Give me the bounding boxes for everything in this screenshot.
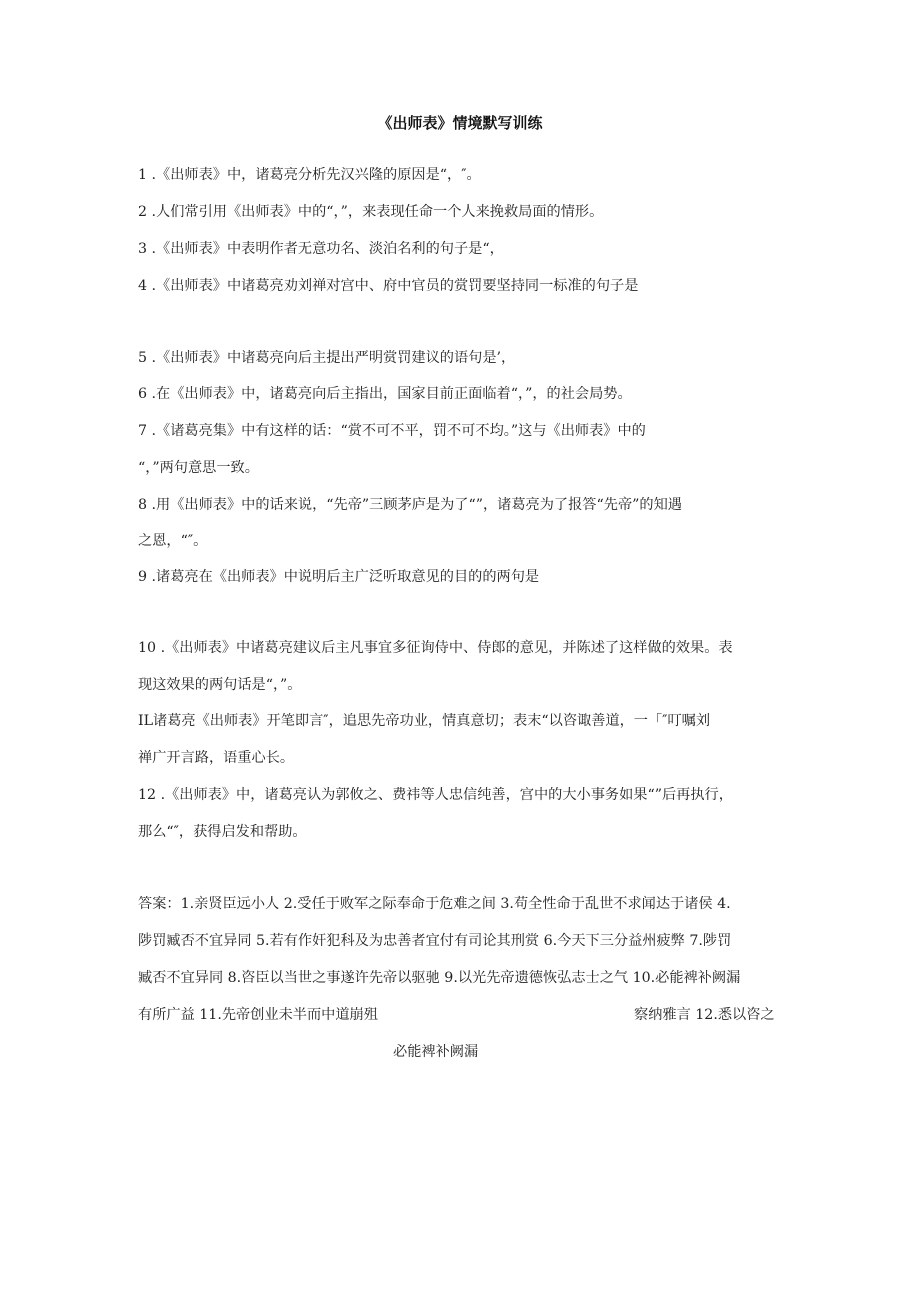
question-10-line-1: 10 .《出师表》中诸葛亮建议后主凡事宜多征询侍中、侍郎的意见，并陈述了这样做的效果。表 — [138, 640, 733, 656]
question-12-line-2: 那么“″，获得启发和帮助。 — [138, 824, 307, 840]
question-6: 6 .在《出师表》中，诸葛亮向后主指出，国家目前正面临着“，”，的社会局势。 — [138, 386, 632, 402]
question-2: 2 .人们常引用《出师表》中的“，”，来表现任命一个人来挽救局面的情形。 — [138, 204, 604, 220]
question-8-line-2: 之恩，“″。 — [138, 533, 208, 549]
answers-line-1: 答案：1.亲贤臣远小人 2.受任于败军之际奉命于危难之间 3.苟全性命于乱世不求闻达于诸侯 4. — [138, 896, 731, 912]
answers-line-3: 臧否不宜异同 8.咨臣以当世之事遂许先帝以驱驰 9.以光先帝遗德恢弘志士之气 10.必能裨补阙漏 — [138, 970, 741, 986]
question-7-line-2: “，”两句意思一致。 — [138, 460, 259, 476]
answers-line-4-right: 察纳雅言 12.悉以咨之 — [634, 1007, 775, 1023]
question-10-line-2: 现这效果的两句话是“，”。 — [138, 677, 302, 693]
question-11-line-1: IL诸葛亮《出师表》开笔即言″，追思先帝功业，情真意切；表末“以咨诹善道，一「″叮嘱刘 — [138, 713, 711, 729]
question-4: 4 .《出师表》中诸葛亮劝刘禅对宫中、府中官员的赏罚要坚持同一标准的句子是 — [138, 278, 639, 294]
question-12-line-1: 12 .《出师表》中，诸葛亮认为郭攸之、费祎等人忠信纯善，宫中的大小事务如果“”后再执行， — [138, 787, 733, 803]
question-1: 1 .《出师表》中，诸葛亮分析先汉兴隆的原因是“，″。 — [138, 167, 481, 183]
question-11-line-2: 禅广开言路，语重心长。 — [138, 750, 295, 766]
question-8-line-1: 8 .用《出师表》中的话来说，“先帝”三顾茅庐是为了“”，诸葛亮为了报答“先帝”的知遇 — [138, 497, 682, 513]
answers-line-2: 陟罚臧否不宜异同 5.若有作奸犯科及为忠善者宜付有司论其刑赏 6.今天下三分益州疲弊 7.陟罚 — [138, 933, 732, 949]
question-5: 5 .《出师表》中诸葛亮向后主提出严明赏罚建议的语句是’， — [138, 350, 516, 366]
document-title: 《出师表》情境默写训练 — [377, 114, 543, 132]
answers-line-4-left: 有所广益 11.先帝创业未半而中道崩殂 — [138, 1007, 378, 1023]
answers-line-5: 必能裨补阙漏 — [393, 1044, 479, 1060]
question-3: 3 .《出师表》中表明作者无意功名、淡泊名利的句子是“， — [138, 241, 504, 257]
question-7-line-1: 7 .《诸葛亮集》中有这样的话：“赏不可不平，罚不可不均。”这与《出师表》中的 — [138, 423, 646, 439]
question-9: 9 .诸葛亮在《出师表》中说明后主广泛听取意见的目的的两句是 — [138, 569, 540, 585]
